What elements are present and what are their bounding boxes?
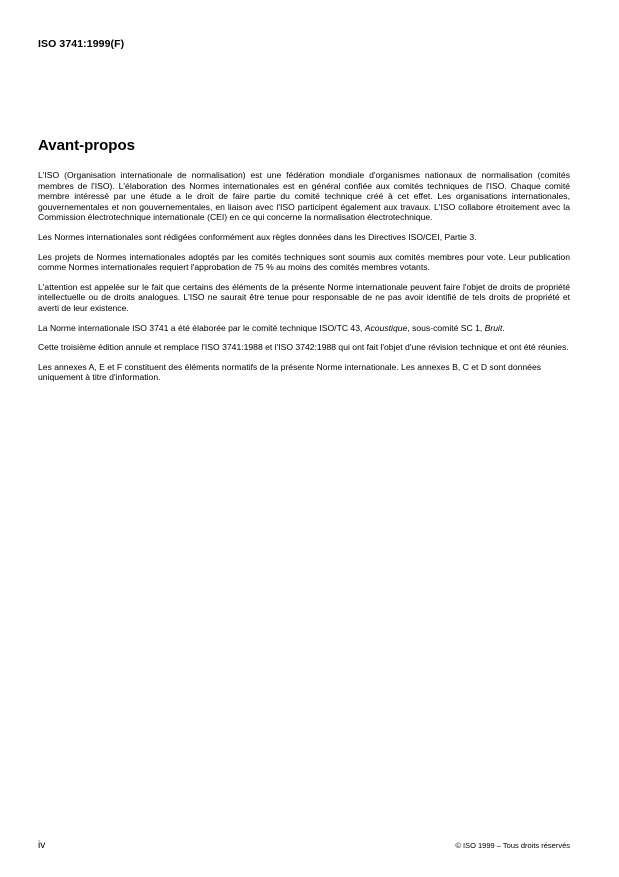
committee-text-after: . [502,322,505,333]
paragraph-annexes: Les annexes A, E et F constituent des éléments normatifs de la présente Norme internationale. Les annexes B, C et D sont données uniquement à titre d'information. [38,361,542,383]
paragraph-patent-rights: L'attention est appelée sur le fait que certains des éléments de la présente Norme internationale peuvent faire l'objet de droits de propriété intellectuelle ou de droits analogues. L'ISO ne saurait être tenue pour responsable de ne pas avoir identifié de tels droits de propriété et averti de leur existence. [38,281,570,313]
paragraph-voting: Les projets de Normes internationales adoptés par les comités techniques sont soumis aux comités membres pour vote. Leur publication comme Normes internationales requiert l'approbation de 75 % au moins des comités membres votants. [38,251,570,273]
copyright-notice: © ISO 1999 – Tous droits réservés [455,841,570,850]
document-id-header: ISO 3741:1999(F) [38,38,125,50]
section-title: Avant-propos [38,137,135,154]
page-number: iv [38,840,46,851]
paragraph-organisation: L'ISO (Organisation internationale de normalisation) est une fédération mondiale d'organismes nationaux de normalisation (comités membres de l'ISO). L'élaboration des Normes internationales est en général confiée aux comités techniques de l'ISO. Chaque comité membre intéressé par une étude a le droit de faire partie du comité technique créé à cet effet. Les organisations internationales, gouvernementales et non gouvernementales, en liaison avec l'ISO participent également aux travaux. L'ISO collabore étroitement avec la Commission électrotechnique internationale (CEI) en ce qui concerne la normalisation électrotechnique. [38,170,570,223]
committee-name-acoustique: Acoustique [364,322,408,333]
paragraph-committee [38,323,570,334]
committee-text-middle: , sous-comité SC 1, [407,322,485,333]
foreword-body [38,170,570,392]
committee-text-before: La Norme internationale ISO 3741 a été élaborée par le comité technique ISO/TC 43, [38,322,365,333]
paragraph-edition: Cette troisième édition annule et remplace l'ISO 3741:1988 et l'ISO 3742:1988 qui ont fait l'objet d'une révision technique et ont été réunies. [38,342,569,353]
subcommittee-name-bruit: Bruit [484,322,503,333]
paragraph-directives: Les Normes internationales sont rédigées conformément aux règles données dans les Directives ISO/CEI, Partie 3. [38,231,477,242]
